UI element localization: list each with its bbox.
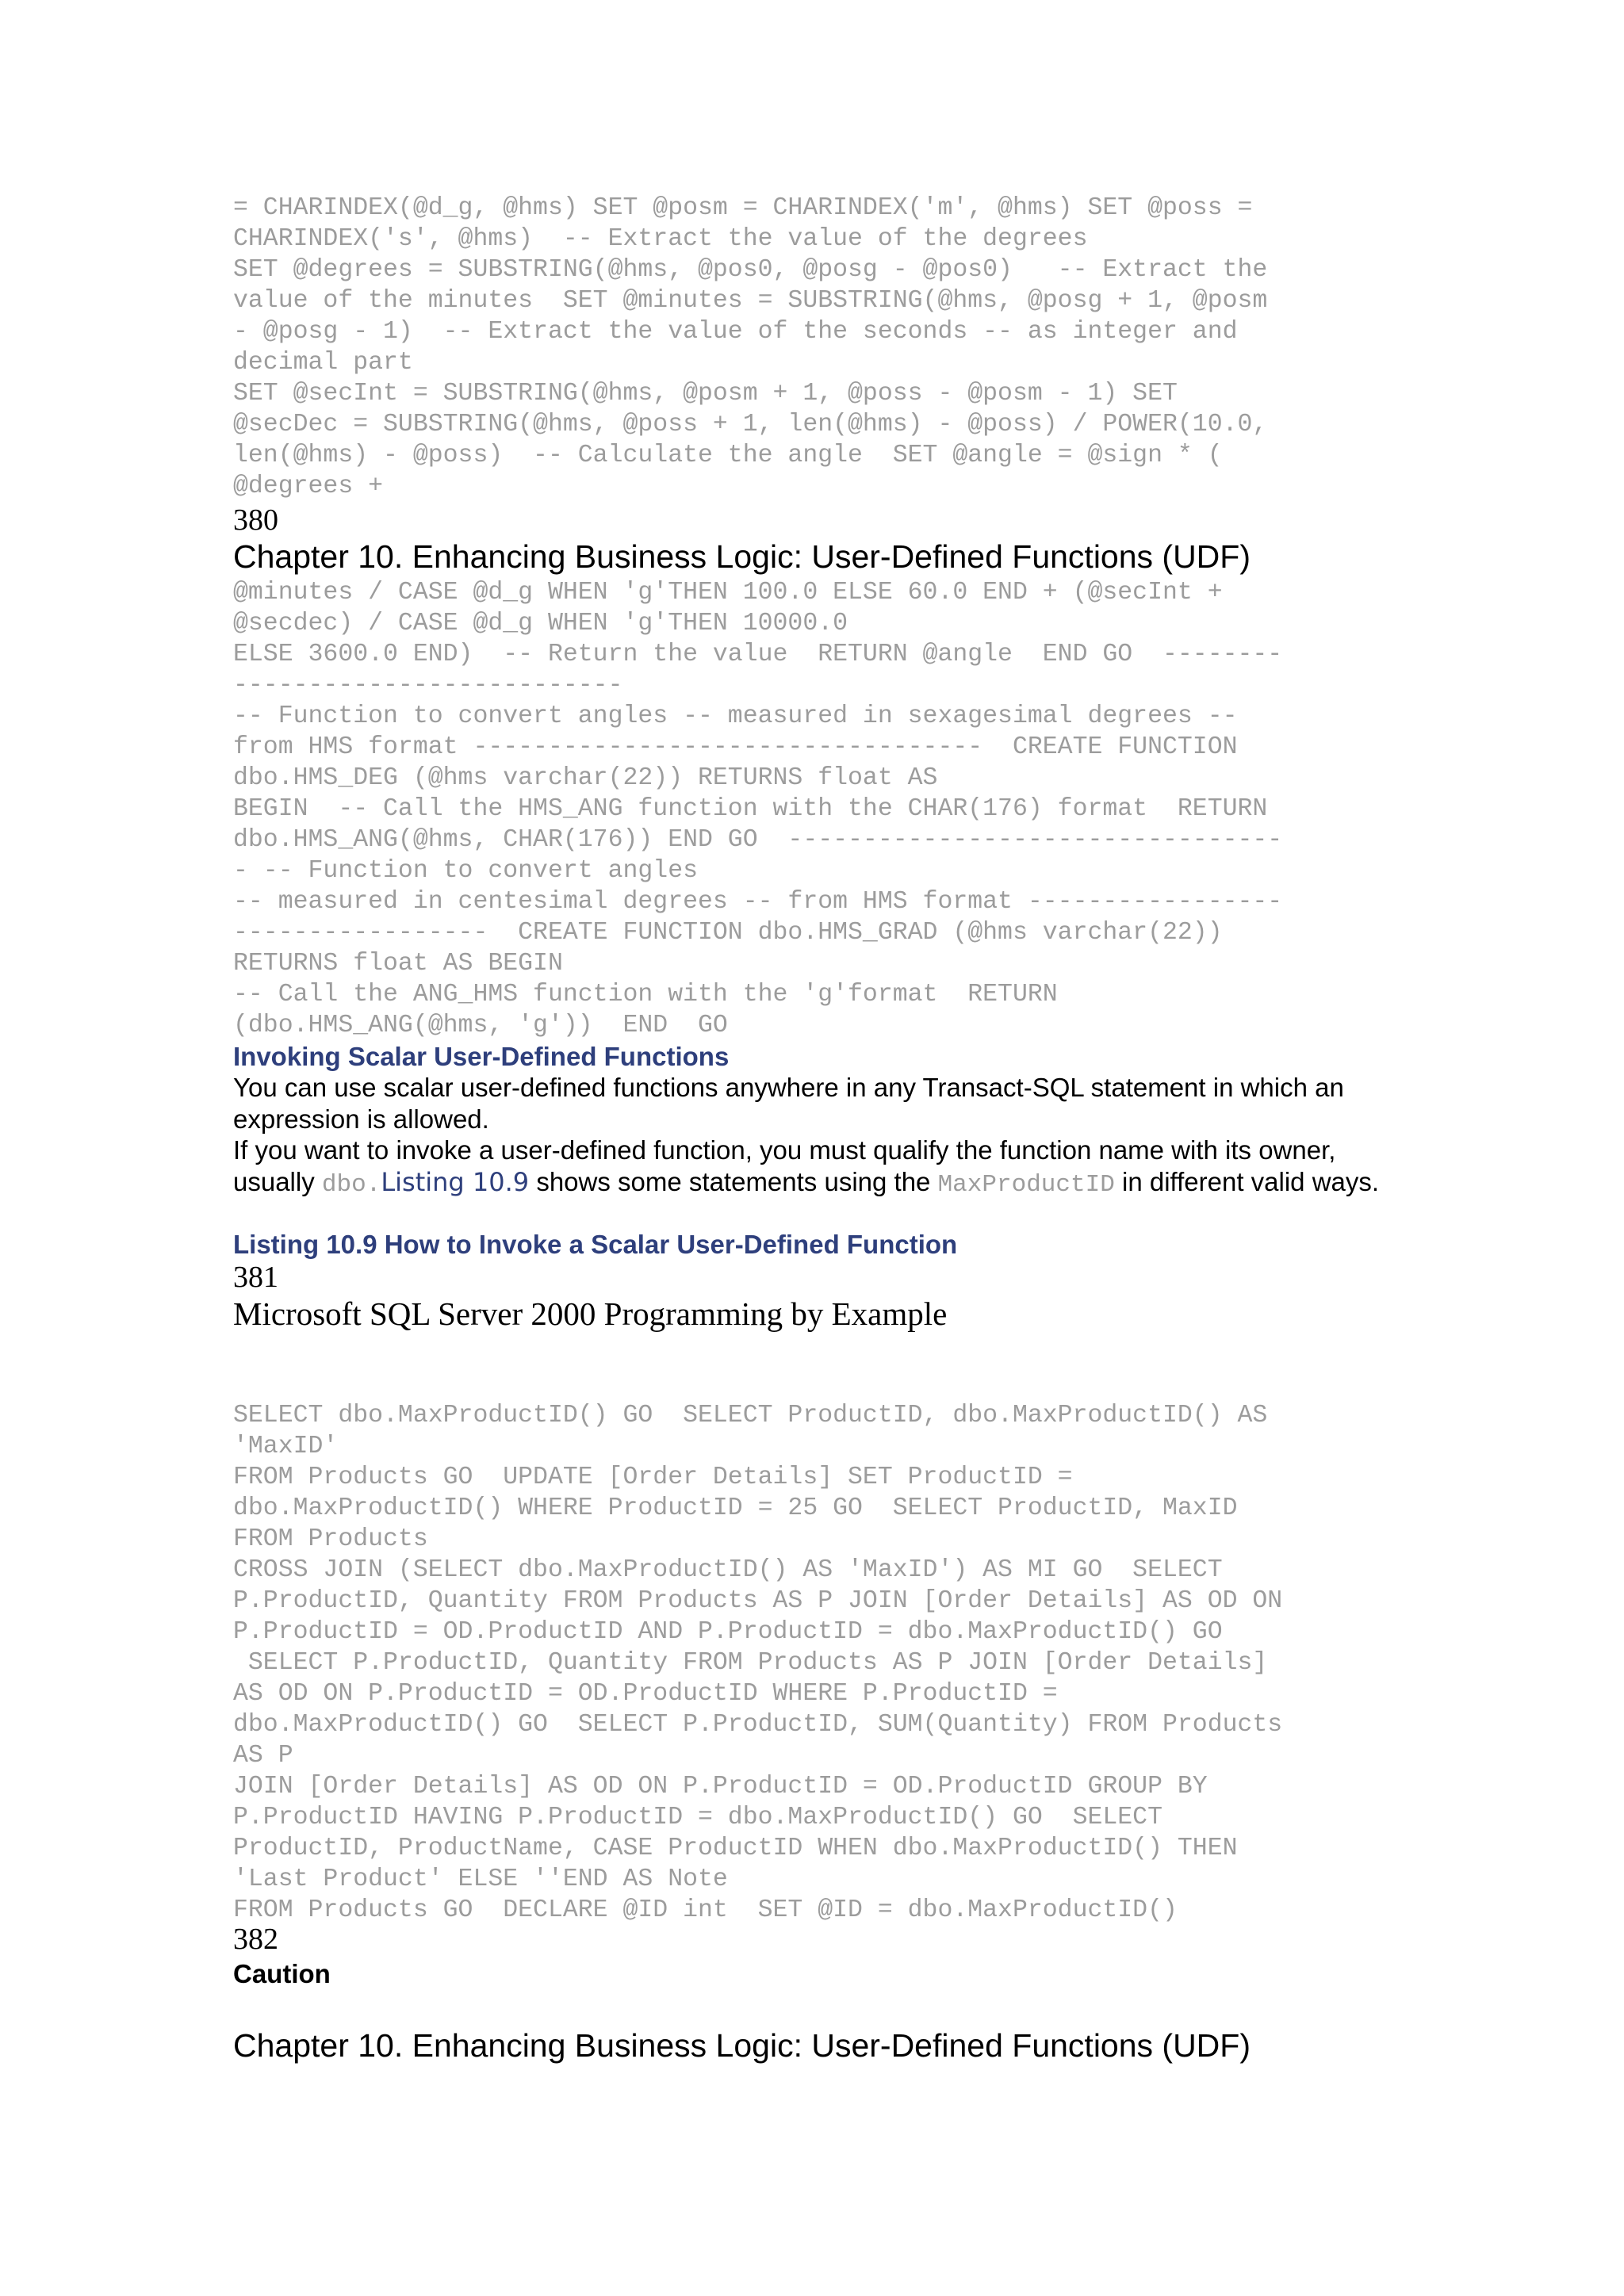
listing-caption: Listing 10.9 How to Invoke a Scalar User-Defined Function [233, 1230, 958, 1259]
paragraph-invoke-udf [233, 1135, 1391, 1201]
inline-code-maxproductid: MaxProductID [937, 1171, 1115, 1199]
paragraph-text: in different valid ways. [1114, 1167, 1380, 1196]
chapter-heading-bottom: Chapter 10. Enhancing Business Logic: User-Defined Functions (UDF) [233, 2027, 1251, 2064]
code-block-hms-parse: = CHARINDEX(@d_g, @hms) SET @posm = CHARINDEX('m', @hms) SET @poss = CHARINDEX('s', @hms) -- Extract the value of the degrees SET @degrees = SUBSTRING(@hms, @pos0, @posg - @pos0) -- Extract the value of the minutes SET @minutes = SUBSTRING(@hms, @posg + 1, @posm - @posg - 1) -- Extract the value of the seconds -- as integer and decimal part SET @secInt = SUBSTRING(@hms, @posm + 1, @poss - @posm - 1) SET @secDec = SUBSTRING(@hms, @poss + 1, len(@hms) - @poss) / POWER(10.0, len(@hms) - @poss) -- Calculate the angle SET @angle = @sign * ( @degrees + [233, 194, 1268, 500]
chapter-heading-top: Chapter 10. Enhancing Business Logic: User-Defined Functions (UDF) [233, 538, 1251, 575]
code-block-hms-functions: @minutes / CASE @d_g WHEN 'g'THEN 100.0 ELSE 60.0 END + (@secInt + @secdec) / CASE @d_g WHEN 'g'THEN 10000.0 ELSE 3600.0 END) -- Return the value RETURN @angle END GO -------- -------------------------- -- Function to convert angles -- measured in sexagesimal degrees -- from HMS format ---------------------------------- CREATE FUNCTION dbo.HMS_DEG (@hms varchar(22)) RETURNS float AS BEGIN -- Call the HMS_ANG function with the CHAR(176) format RETURN dbo.HMS_ANG(@hms, CHAR(176)) END GO --------------------------------- - -- Function to convert angles -- measured in centesimal degrees -- from HMS format ----------------- ----------------- CREATE FUNCTION dbo.HMS_GRAD (@hms varchar(22)) RETURNS float AS BEGIN -- Call the ANG_HMS function with the 'g'format RETURN (dbo.HMS_ANG(@hms, 'g')) END GO [233, 579, 1283, 1039]
inline-code-dbo: dbo. [321, 1171, 381, 1199]
paragraph-scalar-usage: You can use scalar user-defined functions anywhere in any Transact-SQL statement in which an expression is allowed. [233, 1073, 1344, 1134]
section-heading: Invoking Scalar User-Defined Functions [233, 1042, 730, 1071]
listing-cross-reference-link[interactable]: Listing 10.9 [381, 1167, 530, 1197]
code-block-invoke-examples: SELECT dbo.MaxProductID() GO SELECT ProductID, dbo.MaxProductID() AS 'MaxID' FROM Products GO UPDATE [Order Details] SET ProductID = dbo.MaxProductID() WHERE ProductID = 25 GO SELECT ProductID, MaxID FROM Products CROSS JOIN (SELECT dbo.MaxProductID() AS 'MaxID') AS MI GO SELECT P.ProductID, Quantity FROM Products AS P JOIN [Order Details] AS OD ON P.ProductID = OD.ProductID AND P.ProductID = dbo.MaxProductID() GO SELECT P.ProductID, Quantity FROM Products AS P JOIN [Order Details] AS OD ON P.ProductID = OD.ProductID WHERE P.ProductID = dbo.MaxProductID() GO SELECT P.ProductID, SUM(Quantity) FROM Products AS P JOIN [Order Details] AS OD ON P.ProductID = OD.ProductID GROUP BY P.ProductID HAVING P.ProductID = dbo.MaxProductID() GO SELECT ProductID, ProductName, CASE ProductID WHEN dbo.MaxProductID() THEN 'Last Product' ELSE ''END AS Note FROM Products GO DECLARE @ID int SET @ID = dbo.MaxProductID() [233, 1402, 1283, 1924]
book-title-footer: Microsoft SQL Server 2000 Programming by Example [233, 1295, 948, 1332]
paragraph-text: If you want to invoke a user-defined function, you must qualify the function name with its owner, usually [233, 1135, 1336, 1196]
paragraph-text: shows some statements using the [529, 1167, 938, 1196]
page-number-380: 380 [233, 503, 278, 537]
page-number-381: 381 [233, 1261, 278, 1294]
caution-label: Caution [233, 1959, 331, 1988]
page-number-382: 382 [233, 1923, 278, 1956]
